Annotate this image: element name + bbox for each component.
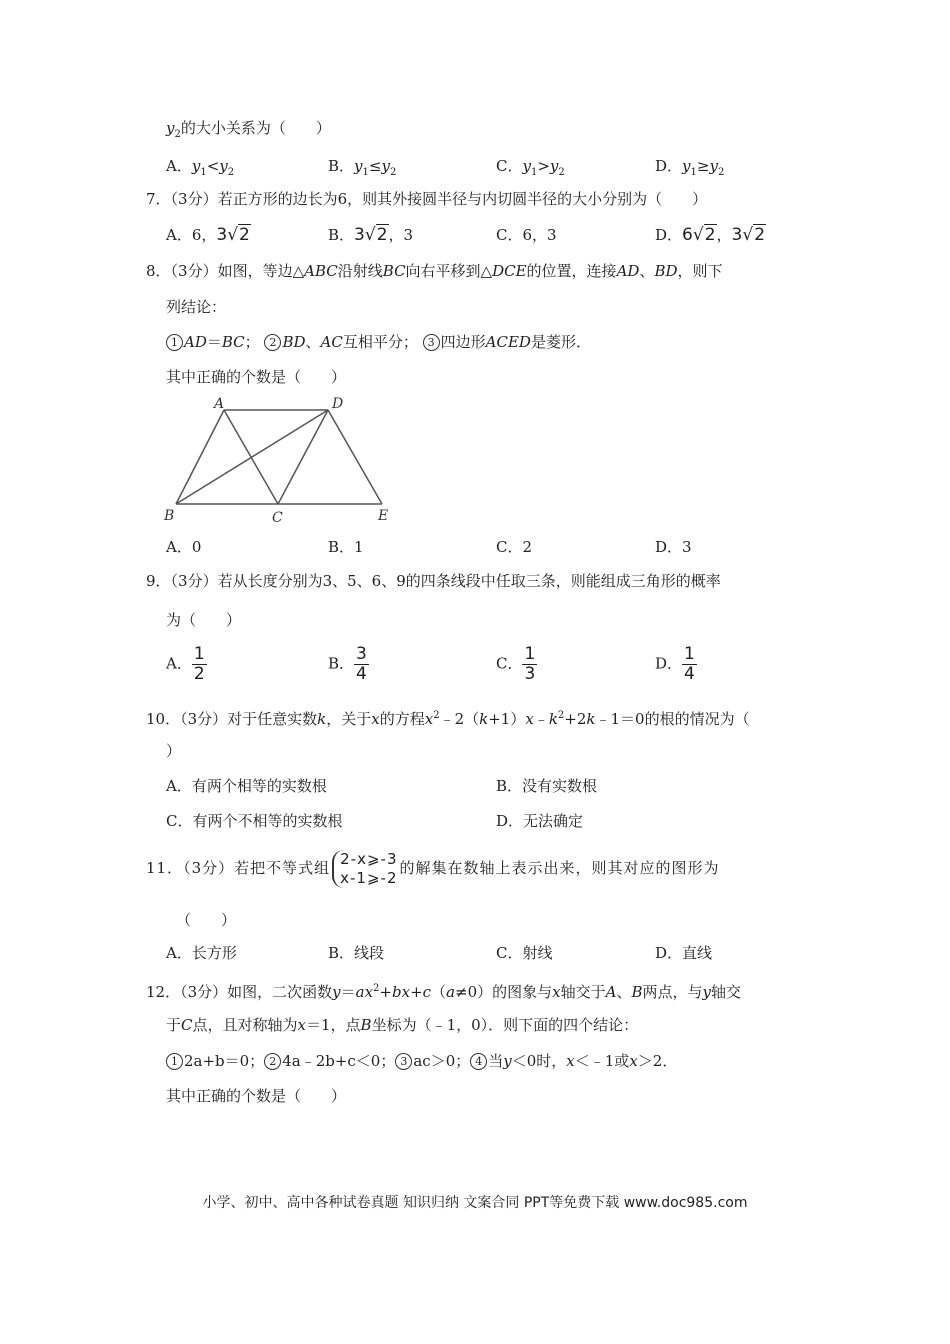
label-point-d: D — [332, 396, 344, 412]
q7-option-d: D．6√2，3√2 — [655, 225, 766, 245]
q8-option-a: A．0 — [166, 538, 202, 556]
q8-conclusions: 1 AD＝BC； 2 BD、AC互相平分； 3 四边形ACED是菱形． — [166, 332, 591, 352]
q6-option-c: C．$y_1>y_2$ — [496, 157, 565, 178]
q9-option-c: C． $\frac{1}{3}$ — [496, 644, 536, 684]
q6-option-a: A．$y_1<y_2$ — [166, 157, 235, 178]
q11-option-b: B．线段 — [328, 944, 385, 962]
inequality-system: 2-x⩾-3 x-1⩾-2 — [332, 850, 397, 888]
q10-stem-line2: ） — [166, 742, 182, 760]
q7-option-c: C．6，3 — [496, 226, 557, 244]
q8-option-d: D．3 — [655, 538, 692, 556]
q12-stem: 12．（3分）如图，二次函数$y=ax^2+bx+c(a\ne 0)$的图象与x轴交于A、B两点，与y轴交 — [146, 983, 742, 1001]
q9-option-d: D． $\frac{1}{4}$ — [655, 644, 695, 684]
q9-option-b: B． $\frac{3}{4}$ — [328, 644, 367, 684]
q12-conclusions: 1 2a+b＝0； 2 4a﹣2b+c＜0； 3 ac＞0； 4 当y＜0时，x＜﹣1或x＞2． — [166, 1051, 677, 1071]
q10-option-c: C．有两个不相等的实数根 — [166, 812, 343, 830]
label-point-c: C — [272, 510, 283, 526]
q11-option-a: A．长方形 — [166, 944, 237, 962]
label-point-e: E — [378, 508, 389, 524]
q9-stem: 9．（3分）若从长度分别为3、5、6、9的四条线段中任取三条，则能组成三角形的概率 — [146, 572, 721, 590]
q7-option-a: A．6，3√2 — [166, 225, 250, 245]
page-footer: 小学、初中、高中各种试卷真题 知识归纳 文案合同 PPT等免费下载 www.doc985.com — [202, 1195, 748, 1211]
label-point-a: A — [214, 396, 225, 412]
q10-stem: 10．（3分）对于任意实数k，关于x的方程$x^2﹣2(k+1)x﹣k^2+2k﹣1=0$的根的情况为（ — [146, 710, 750, 728]
q7-option-b: B．3√2，3 — [328, 225, 414, 245]
q12-question: 其中正确的个数是（ ） — [166, 1087, 347, 1105]
q10-option-d: D．无法确定 — [496, 812, 584, 830]
q11-stem: 11．（3分）若把不等式组 2-x⩾-3 x-1⩾-2 的解集在数轴上表示出来，则其对应的图形为 — [146, 850, 720, 887]
q11-stem-line2: （ ） — [176, 911, 237, 929]
q8-figure-parallelogram — [160, 392, 400, 530]
q6-option-d: D．$y_1\ge y_2$ — [655, 157, 725, 178]
q11-option-c: C．射线 — [496, 944, 553, 962]
q12-stem-line2: 于C点，且对称轴为x＝1，点B坐标为（﹣1，0）．则下面的四个结论： — [166, 1016, 639, 1034]
q8-option-b: B．1 — [328, 538, 364, 556]
q6-option-b: B．$y_1\le y_2$ — [328, 157, 397, 178]
q9-option-a: A． $\frac{1}{2}$ — [166, 644, 205, 684]
q10-option-b: B．没有实数根 — [496, 777, 598, 795]
q8-question: 其中正确的个数是（ ） — [166, 368, 347, 386]
q11-option-d: D．直线 — [655, 944, 713, 962]
q8-stem: 8．（3分）如图，等边△ABC沿射线BC向右平移到△DCE的位置，连接AD、BD，则下 — [146, 262, 723, 280]
q9-stem-line2: 为（ ） — [166, 611, 242, 629]
q7-stem: 7．（3分）若正方形的边长为6，则其外接圆半径与内切圆半径的大小分别为（ ） — [146, 190, 708, 208]
q8-stem-line2: 列结论： — [166, 298, 227, 316]
q8-option-c: C．2 — [496, 538, 533, 556]
q10-option-a: A．有两个相等的实数根 — [166, 777, 327, 795]
q6-stem-continuation: $y_2$的大小关系为（ ） — [166, 119, 331, 140]
label-point-b: B — [164, 508, 175, 524]
